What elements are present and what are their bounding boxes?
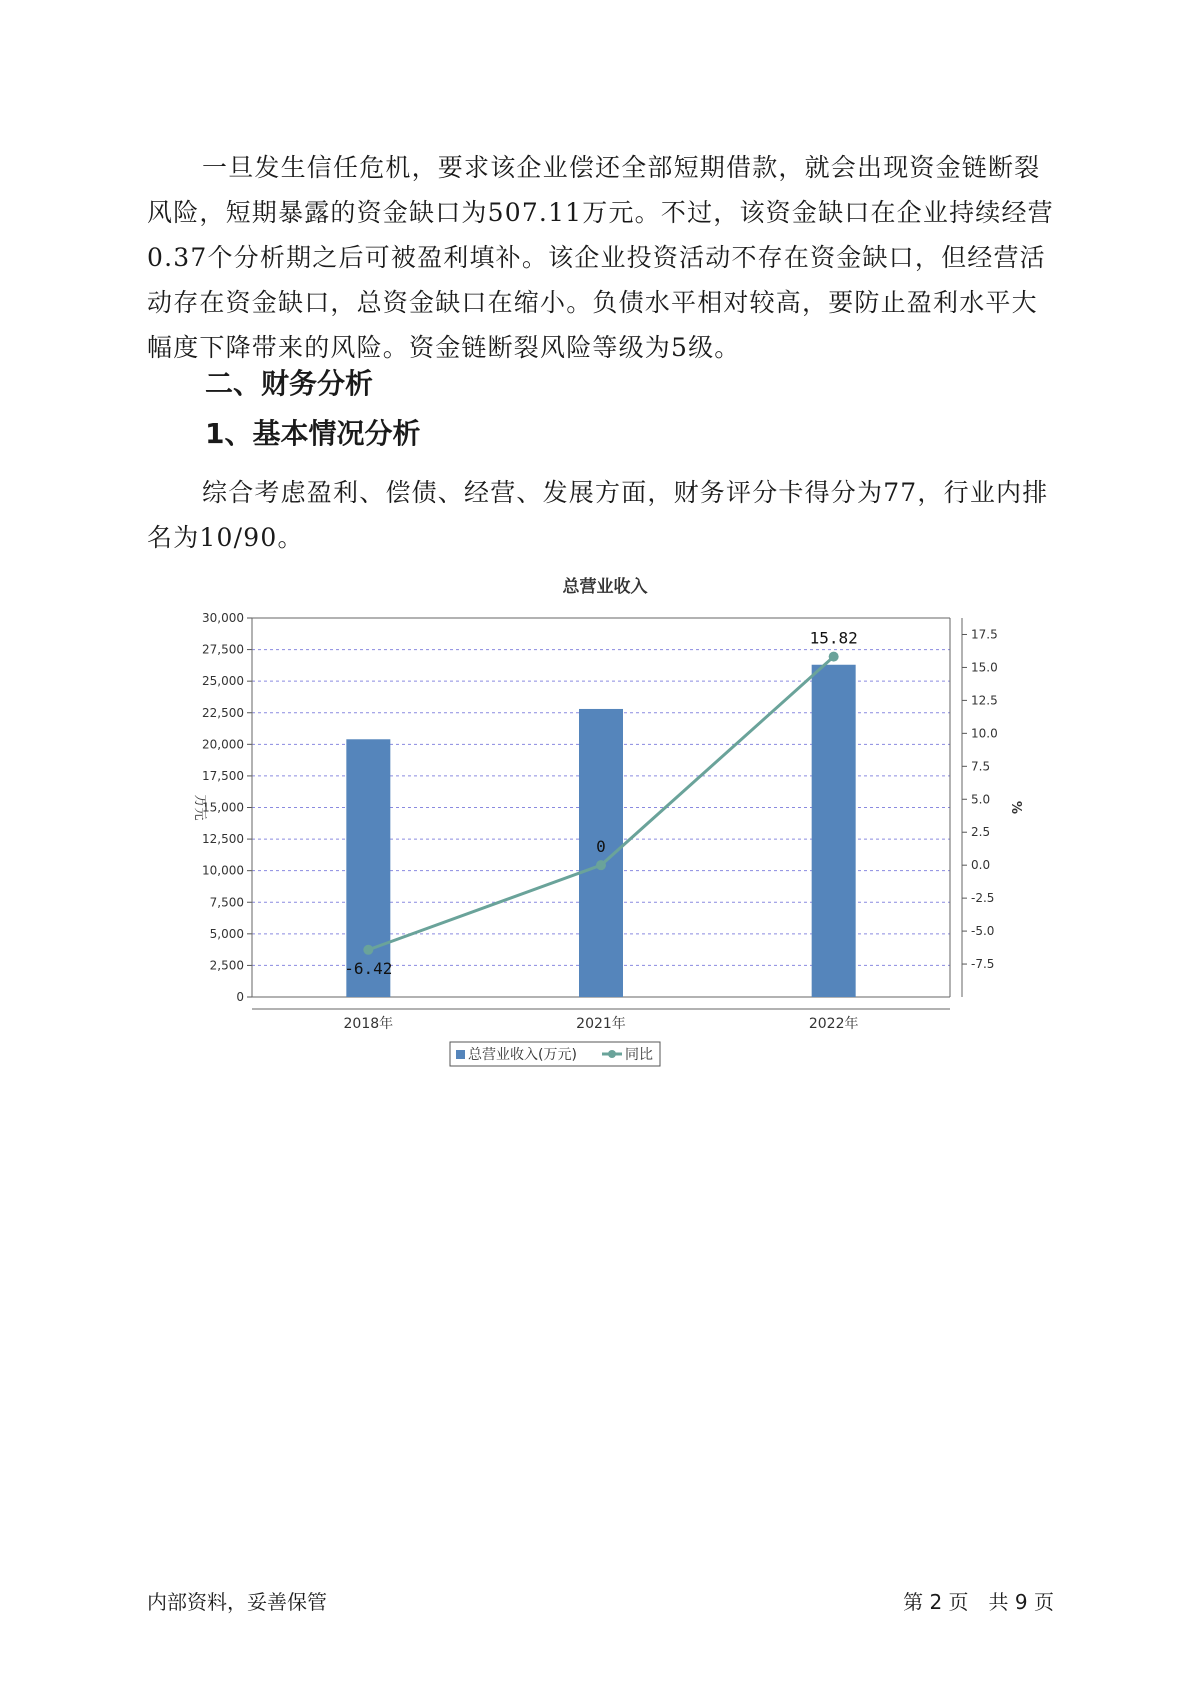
right-tick-label: 17.5: [971, 627, 998, 642]
legend-label-revenue: 总营业收入(万元): [468, 1047, 577, 1063]
point-yoy: [363, 945, 373, 955]
left-tick-label: 5,000: [209, 926, 244, 941]
left-tick-label: 7,500: [209, 895, 244, 910]
left-tick-label: 22,500: [202, 705, 244, 720]
right-tick-label: 2.5: [971, 825, 991, 840]
right-tick-label: -5.0: [971, 924, 995, 939]
right-tick-label: 15.0: [971, 660, 998, 675]
point-yoy: [596, 860, 606, 870]
x-tick-label: 2021年: [576, 1016, 626, 1032]
section-heading-financial-analysis: 二、财务分析: [205, 367, 374, 400]
paragraph-risk: 一旦发生信任危机，要求该企业偿还全部短期借款，就会出现资金链断裂风险，短期暴露的资金缺口为507.11万元。不过，该资金缺口在企业持续经营 0.37个分析期之后可被盈利填补。该企业投资活动不存在资金缺口，但经营活动存在资金缺口，总资金缺口在缩小。负债水平相对较高，要防止盈利水平大幅度下降带来的风险。资金链断裂风险等级为5级。: [147, 153, 1054, 362]
y-axis-label: 万元: [192, 794, 207, 821]
right-tick-label: -7.5: [971, 957, 995, 972]
left-tick-label: 15,000: [202, 800, 244, 815]
left-tick-label: 12,500: [202, 832, 244, 847]
left-tick-label: 25,000: [202, 674, 244, 689]
x-tick-label: 2022年: [808, 1016, 859, 1032]
data-label-yoy: 15.82: [809, 628, 858, 648]
subsection-heading-basic-analysis: 1、基本情况分析: [205, 417, 421, 450]
data-label-yoy: -6.42: [344, 958, 393, 978]
footer-page-number: 第 2 页 共 9 页: [903, 1590, 1054, 1614]
right-tick-label: 5.0: [971, 792, 991, 807]
paragraph-score: 综合考虑盈利、偿债、经营、发展方面，财务评分卡得分为77，行业内排名为10/90。: [147, 478, 1049, 552]
left-tick-label: 30,000: [202, 611, 244, 625]
footer-confidential: 内部资料，妥善保管: [147, 1590, 327, 1614]
left-tick-label: 17,500: [202, 768, 244, 783]
left-tick-label: 2,500: [209, 958, 244, 973]
left-tick-label: 20,000: [202, 737, 244, 752]
left-tick-label: 27,500: [202, 642, 244, 657]
data-label-yoy: 0: [596, 837, 606, 857]
legend-swatch-revenue: [456, 1050, 465, 1059]
right-tick-label: 12.5: [971, 693, 998, 708]
right-tick-label: -2.5: [971, 891, 995, 906]
left-tick-label: 10,000: [202, 863, 244, 878]
point-yoy: [829, 652, 839, 662]
right-tick-label: 0.0: [971, 858, 991, 873]
bar-revenue-2022年: [812, 665, 856, 997]
y2-axis-label: %: [1008, 800, 1023, 815]
legend-label-yoy: 同比: [625, 1047, 653, 1063]
revenue-chart: [180, 577, 1023, 1063]
right-tick-label: 10.0: [971, 726, 998, 741]
left-tick-label: 0: [236, 990, 244, 1004]
right-tick-label: 7.5: [971, 759, 991, 774]
x-tick-label: 2018年: [343, 1016, 394, 1032]
chart-title: 总营业收入: [562, 577, 648, 597]
legend-swatch-yoy-dot: [608, 1050, 616, 1058]
